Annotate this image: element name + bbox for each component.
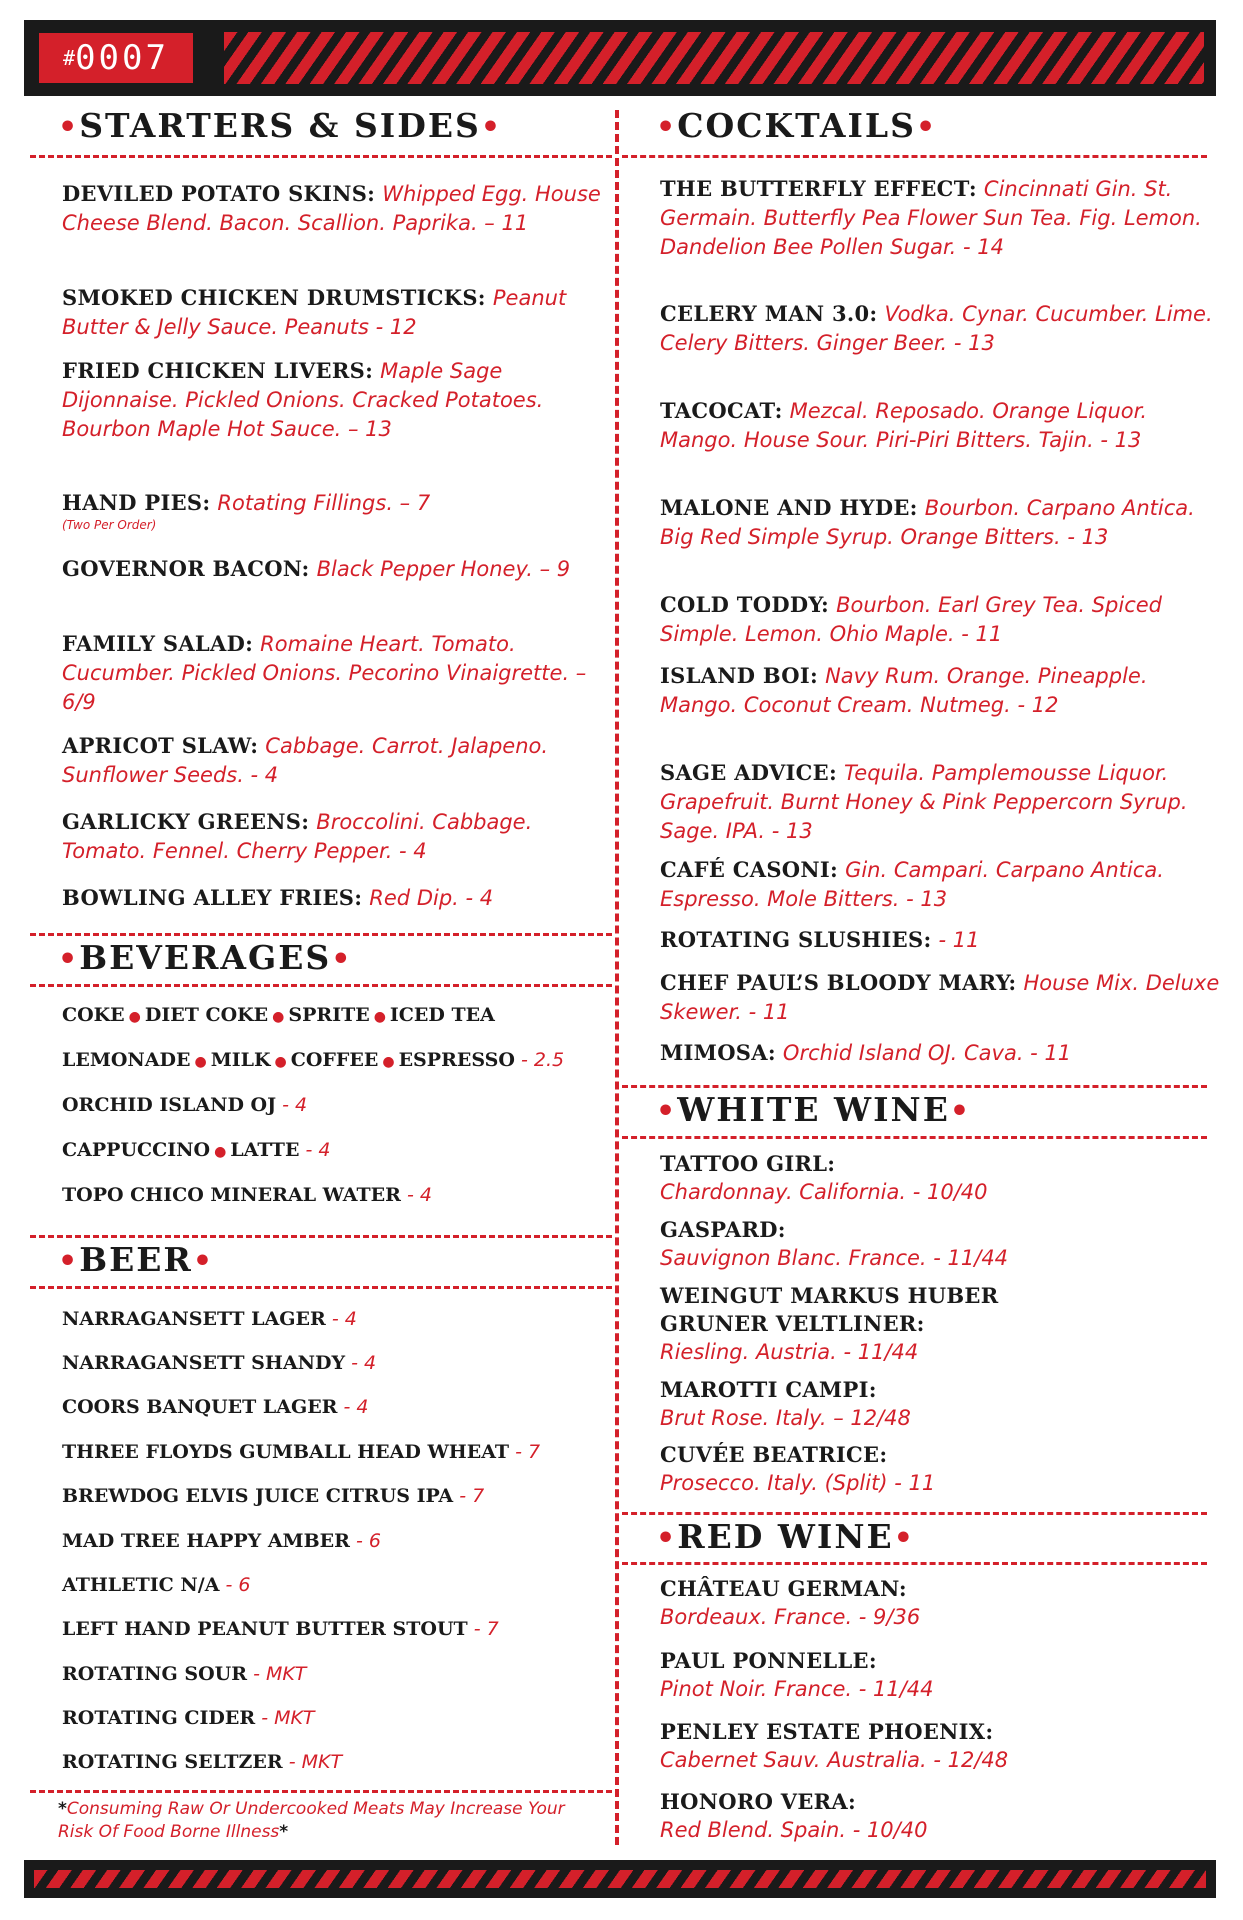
- divider-white-wine-bottom: [622, 1136, 1207, 1139]
- food-safety-disclaimer: *Consuming Raw Or Undercooked Meats May Increase Your Risk Of Food Borne Illness*: [58, 1799, 565, 1842]
- beer-item: COORS BANQUET LAGER - 4: [62, 1396, 369, 1418]
- divider-disclaimer: [30, 1790, 612, 1793]
- starter-item: GARLICKY GREENS: Broccolini. Cabbage. Tomato. Fennel. Cherry Pepper. - 4: [62, 809, 533, 863]
- red-wine-item: PENLEY ESTATE PHOENIX: Cabernet Sauv. Australia. - 12/48: [660, 1719, 1009, 1772]
- section-title-red-wine: •RED WINE•: [656, 1517, 915, 1556]
- cocktail-item: SAGE ADVICE: Tequila. Pamplemousse Liquor. Grapefruit. Burnt Honey & Pink Peppercorn Syrup. Sage. IPA. - 13: [660, 760, 1188, 843]
- hand-pies-note: (Two Per Order): [62, 518, 157, 532]
- footer-stripe-pattern: [34, 1870, 1206, 1888]
- beer-item: ROTATING SOUR - MKT: [62, 1663, 307, 1685]
- beverage-row: CAPPUCCINO ● LATTE - 4: [62, 1139, 331, 1161]
- beer-item: BREWDOG ELVIS JUICE CITRUS IPA - 7: [62, 1485, 485, 1507]
- divider-starters: [30, 155, 612, 158]
- divider-beer-top: [30, 1235, 612, 1238]
- beer-item: NARRAGANSETT LAGER - 4: [62, 1308, 357, 1330]
- cocktail-item: COLD TODDY: Bourbon. Earl Grey Tea. Spiced Simple. Lemon. Ohio Maple. - 11: [660, 592, 1163, 646]
- beer-item: ROTATING CIDER - MKT: [62, 1707, 315, 1729]
- beer-item: LEFT HAND PEANUT BUTTER STOUT - 7: [62, 1618, 499, 1640]
- starter-item: FAMILY SALAD: Romaine Heart. Tomato. Cucumber. Pickled Onions. Pecorino Vinaigrette. – 6/9: [62, 631, 587, 714]
- header-bar: [24, 20, 1216, 96]
- column-divider: [615, 110, 619, 1845]
- cocktail-item: CAFÉ CASONI: Gin. Campari. Carpano Antica. Espresso. Mole Bitters. - 13: [660, 857, 1164, 911]
- cocktail-item: MALONE AND HYDE: Bourbon. Carpano Antica. Big Red Simple Syrup. Orange Bitters. - 13: [660, 495, 1195, 549]
- red-wine-item: HONORO VERA: Red Blend. Spain. - 10/40: [660, 1789, 928, 1842]
- cocktail-item: MIMOSA: Orchid Island OJ. Cava. - 11: [660, 1040, 1072, 1065]
- starter-item: BOWLING ALLEY FRIES: Red Dip. - 4: [62, 885, 494, 910]
- starter-item: HAND PIES: Rotating Fillings. – 7: [62, 490, 431, 515]
- starter-item: FRIED CHICKEN LIVERS: Maple Sage Dijonnaise. Pickled Onions. Cracked Potatoes. Bourbon Maple Hot Sauce. – 13: [62, 358, 544, 441]
- beer-item: ATHLETIC N/A - 6: [62, 1574, 251, 1596]
- cocktail-item: ROTATING SLUSHIES: - 11: [660, 927, 980, 952]
- divider-beverages-top: [30, 933, 612, 936]
- divider-cocktails: [622, 155, 1207, 158]
- beer-item: ROTATING SELTZER - MKT: [62, 1751, 343, 1773]
- red-wine-item: PAUL PONNELLE: Pinot Noir. France. - 11/44: [660, 1648, 934, 1701]
- beverage-row: COKE ● DIET COKE ● SPRITE ● ICED TEA: [62, 1004, 495, 1026]
- cocktail-item: ISLAND BOI: Navy Rum. Orange. Pineapple. Mango. Coconut Cream. Nutmeg. - 12: [660, 663, 1148, 717]
- section-title-white-wine: •WHITE WINE•: [656, 1090, 972, 1129]
- cocktail-item: THE BUTTERFLY EFFECT: Cincinnati Gin. St. Germain. Butterfly Pea Flower Sun Tea. Fig. Lemon. Dandelion Bee Pollen Sugar. - 14: [660, 176, 1202, 259]
- divider-white-wine-top: [622, 1085, 1207, 1088]
- starter-item: GOVERNOR BACON: Black Pepper Honey. – 9: [62, 556, 571, 581]
- starter-item: APRICOT SLAW: Cabbage. Carrot. Jalapeno. Sunflower Seeds. - 4: [62, 733, 549, 787]
- divider-red-wine-bottom: [622, 1562, 1207, 1565]
- hash-symbol: #: [63, 46, 76, 70]
- red-wine-item: CHÂTEAU GERMAN: Bordeaux. France. - 9/36: [660, 1576, 921, 1629]
- cocktail-item: CELERY MAN 3.0: Vodka. Cynar. Cucumber. Lime. Celery Bitters. Ginger Beer. - 13: [660, 301, 1213, 355]
- section-title-starters: •STARTERS & SIDES•: [58, 106, 503, 145]
- divider-beer-bottom: [30, 1286, 612, 1289]
- footer-bar: [24, 1860, 1216, 1898]
- menu-number-badge: [36, 30, 196, 86]
- white-wine-item: MAROTTI CAMPI: Brut Rose. Italy. – 12/48: [660, 1377, 911, 1430]
- beverage-row: LEMONADE ● MILK ● COFFEE ● ESPRESSO - 2.5: [62, 1049, 565, 1071]
- header-stripe-pattern: [224, 32, 1204, 84]
- white-wine-item: GASPARD: Sauvignon Blanc. France. - 11/44: [660, 1217, 1009, 1270]
- beverage-row: ORCHID ISLAND OJ - 4: [62, 1094, 308, 1116]
- divider-red-wine-top: [622, 1512, 1207, 1515]
- cocktail-item: TACOCAT: Mezcal. Reposado. Orange Liquor. Mango. House Sour. Piri-Piri Bitters. Tajin. - 13: [660, 398, 1148, 452]
- white-wine-item: TATTOO GIRL: Chardonnay. California. - 10/40: [660, 1151, 988, 1204]
- white-wine-item: CUVÉE BEATRICE: Prosecco. Italy. (Split) - 11: [660, 1442, 936, 1495]
- beverage-row: TOPO CHICO MINERAL WATER - 4: [62, 1184, 432, 1206]
- beer-item: THREE FLOYDS GUMBALL HEAD WHEAT - 7: [62, 1441, 541, 1463]
- divider-beverages-bottom: [30, 984, 612, 987]
- cocktail-item: CHEF PAUL’S BLOODY MARY: House Mix. Deluxe Skewer. - 11: [660, 970, 1220, 1024]
- starter-item: SMOKED CHICKEN DRUMSTICKS: Peanut Butter & Jelly Sauce. Peanuts - 12: [62, 285, 567, 339]
- white-wine-item: WEINGUT MARKUS HUBER GRUNER VELTLINER: Riesling. Austria. - 11/44: [660, 1283, 999, 1364]
- section-title-beverages: •BEVERAGES•: [58, 938, 353, 977]
- beer-item: MAD TREE HAPPY AMBER - 6: [62, 1530, 381, 1552]
- menu-number: 0007: [75, 38, 169, 78]
- section-title-beer: •BEER•: [58, 1240, 214, 1279]
- section-title-cocktails: •COCKTAILS•: [656, 106, 938, 145]
- starter-item: DEVILED POTATO SKINS: Whipped Egg. House Cheese Blend. Bacon. Scallion. Paprika. – 11: [62, 181, 601, 235]
- beer-item: NARRAGANSETT SHANDY - 4: [62, 1352, 377, 1374]
